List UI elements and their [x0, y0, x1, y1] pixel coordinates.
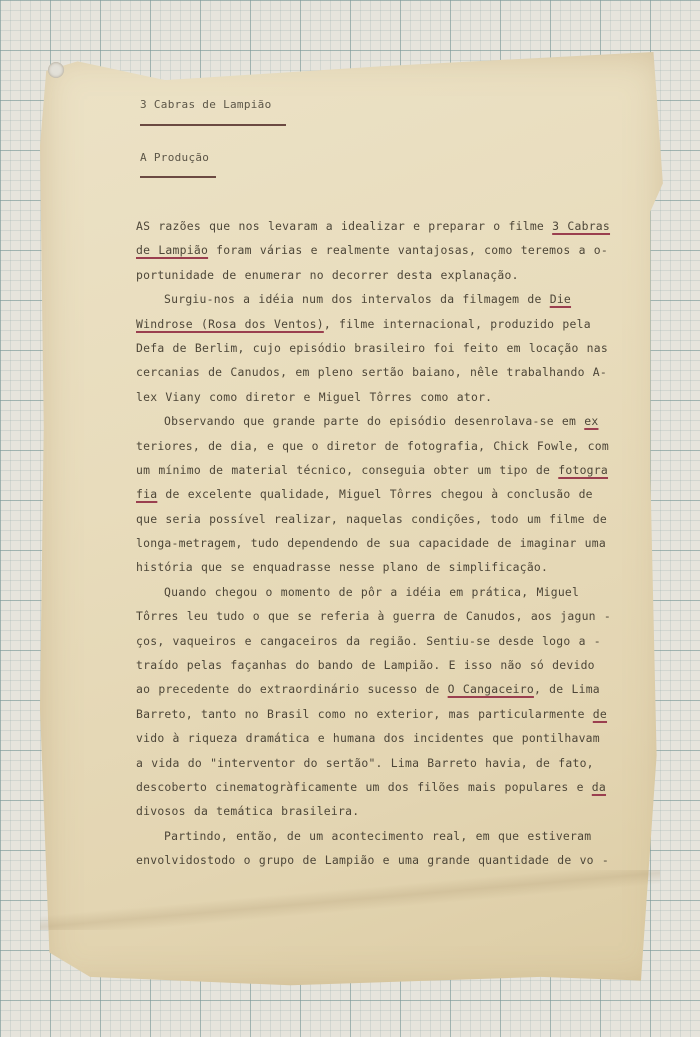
text-segment: foram várias e realmente vantajosas, como teremos a o-	[208, 243, 609, 258]
text-segment: AS razões que nos levaram a idealizar e preparar o filme	[136, 219, 553, 233]
text-segment: Partindo, então, de um acontecimento real, em que estiveram	[164, 828, 592, 843]
text-segment: envolvidostodo o grupo de Lampião e uma grande quantidade de vo -	[136, 853, 610, 868]
underlined-text: de	[592, 706, 608, 721]
text-segment: teriores, de dia, e que o diretor de fotografia, Chick Fowle, com	[136, 438, 610, 453]
body-text	[136, 214, 636, 873]
underlined-text: da	[591, 779, 607, 794]
text-line	[136, 848, 636, 872]
text-segment: lex Viany como diretor e Miguel Tôrres como ator.	[136, 389, 493, 404]
text-segment: a vida do "interventor do sertão". Lima Barreto havia, de fato,	[136, 755, 594, 770]
text-line	[136, 799, 636, 823]
text-segment: de excelente qualidade, Miguel Tôrres chegou à conclusão de	[157, 487, 593, 502]
section-heading-underline	[140, 176, 216, 178]
text-segment: Defa de Berlim, cujo episódio brasileiro foi feito em locação nas	[136, 340, 609, 355]
text-segment: traído pelas façanhas do bando de Lampião. E isso não só devido	[136, 658, 595, 673]
underlined-text: Windrose (Rosa dos Ventos)	[136, 316, 324, 331]
text-line	[136, 751, 636, 775]
text-line	[136, 531, 636, 555]
text-line	[136, 629, 636, 653]
text-segment: divosos da temática brasileira.	[136, 804, 360, 819]
text-segment: Tôrres leu tudo o que se referia à guerra de Canudos, aos jagun -	[136, 609, 612, 624]
text-segment: Quando chegou o momento de pôr a idéia em prática, Miguel	[164, 584, 580, 599]
text-segment: história que se enquadrasse nesse plano de simplificação.	[136, 560, 549, 575]
text-line	[136, 263, 636, 287]
text-line	[136, 775, 636, 799]
text-line	[136, 653, 636, 677]
text-line	[136, 604, 636, 628]
text-line	[136, 214, 636, 238]
text-line	[136, 336, 636, 360]
text-line	[136, 482, 636, 506]
text-segment: cercanias de Canudos, em pleno sertão baiano, nêle trabalhando A-	[136, 365, 608, 380]
text-segment: vido à riqueza dramática e humana dos incidentes que pontilhavam	[136, 731, 600, 746]
text-segment: Surgiu-nos a idéia num dos intervalos da filmagem de	[164, 292, 550, 307]
text-line	[136, 434, 636, 458]
underlined-text: 3 Cabras	[552, 219, 611, 233]
text-segment: Observando que grande parte do episódio desenrolava-se em	[164, 414, 585, 429]
text-line	[136, 458, 636, 482]
text-segment: que seria possível realizar, naquelas condições, todo um filme de	[136, 511, 608, 526]
text-line	[136, 555, 636, 579]
text-line	[136, 726, 636, 750]
text-line	[136, 409, 636, 433]
text-line	[136, 580, 636, 604]
underlined-text: O Cangaceiro	[447, 682, 534, 697]
text-segment: ao precedente do extraordinário sucesso de	[136, 682, 448, 697]
title-underline	[140, 124, 286, 126]
text-segment: Barreto, tanto no Brasil como no exterior, mas particularmente	[136, 706, 593, 721]
underlined-text: Die	[549, 292, 572, 307]
section-heading: A Produção	[140, 151, 210, 164]
text-segment: , filme internacional, produzido pela	[323, 316, 591, 331]
text-line	[136, 824, 636, 848]
document-title: 3 Cabras de Lampião	[140, 98, 272, 111]
text-line	[136, 360, 636, 384]
text-line	[136, 238, 636, 262]
underlined-text: fia	[136, 487, 158, 502]
underlined-text: ex	[584, 414, 599, 429]
text-segment: descoberto cinematogràficamente um dos filões mais populares e	[136, 779, 592, 794]
text-line	[136, 385, 636, 409]
text-line	[136, 507, 636, 531]
underlined-text: fotogra	[558, 462, 609, 477]
underlined-text: de Lampião	[136, 243, 209, 258]
text-segment: ços, vaqueiros e cangaceiros da região. Sentiu-se desde logo a -	[136, 633, 601, 648]
text-line	[136, 677, 636, 701]
text-line	[136, 287, 636, 311]
text-segment: , de Lima	[533, 682, 600, 697]
text-line	[136, 702, 636, 726]
paper-tear	[48, 62, 64, 78]
text-segment: portunidade de enumerar no decorrer desta explanação.	[136, 267, 519, 282]
text-segment: um mínimo de material técnico, conseguia obter um tipo de	[136, 462, 559, 477]
text-line	[136, 312, 636, 336]
text-segment: longa-metragem, tudo dependendo de sua capacidade de imaginar uma	[136, 536, 607, 551]
